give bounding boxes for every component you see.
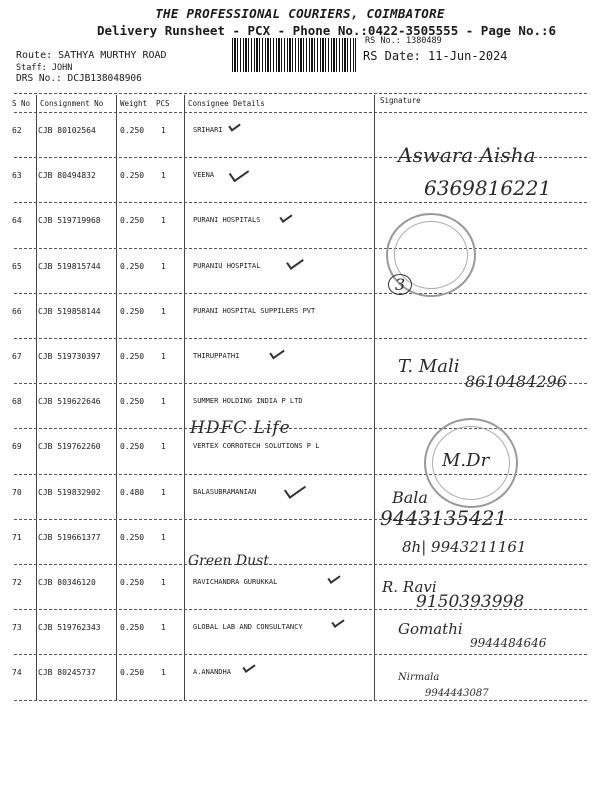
cell-consignment: CJB 519762260 bbox=[38, 442, 101, 452]
cell-consignment: CJB 519719968 bbox=[38, 216, 101, 226]
row-divider bbox=[14, 202, 587, 203]
handwritten-phone: 9150393998 bbox=[416, 592, 525, 612]
cell-consignment: CJB 519858144 bbox=[38, 306, 101, 316]
cell-consignment: CJB 519832902 bbox=[38, 487, 101, 497]
col-header-weight: Weight bbox=[120, 99, 148, 108]
row-divider bbox=[14, 338, 587, 339]
barcode bbox=[232, 38, 356, 72]
delivered-tick bbox=[228, 120, 240, 131]
header-bottom-rule bbox=[14, 112, 587, 113]
col-header-signature: Signature bbox=[380, 96, 421, 105]
cell-consignee: RAVICHANDRA GURUKKAL bbox=[193, 578, 278, 586]
rs-date-line bbox=[363, 49, 508, 63]
cell-consignment: CJB 80102564 bbox=[38, 126, 96, 135]
col-header-pcs: PCS bbox=[156, 99, 170, 108]
cell-weight: 0.250 bbox=[120, 397, 145, 407]
col-header-consignment: Consignment No bbox=[40, 99, 104, 108]
cell-consignment: CJB 519661377 bbox=[38, 532, 101, 542]
route-label: Route: bbox=[16, 50, 53, 61]
cell-sno: 63 bbox=[12, 171, 22, 181]
cell-pcs: 1 bbox=[161, 352, 166, 361]
route-line bbox=[16, 50, 167, 61]
rs-no-line bbox=[365, 36, 442, 46]
cell-consignee: GLOBAL LAB AND CONSULTANCY bbox=[193, 623, 303, 632]
cell-sno: 65 bbox=[12, 261, 22, 271]
cell-consignment: CJB 519762343 bbox=[38, 623, 101, 633]
delivered-tick bbox=[284, 479, 306, 499]
cell-consignee: A.ANANDHA bbox=[193, 668, 231, 677]
handwritten-signature: M.Dr bbox=[442, 450, 490, 471]
cell-pcs: 1 bbox=[161, 578, 166, 587]
handwritten-phone: 9944484646 bbox=[470, 636, 547, 650]
col-header-consignee: Consignee Details bbox=[188, 99, 265, 108]
col-header-sno: S No bbox=[12, 99, 31, 108]
cell-pcs: 1 bbox=[161, 623, 166, 633]
cell-consignee: PURANIU HOSPITAL bbox=[193, 261, 261, 270]
cell-weight: 0.250 bbox=[120, 216, 145, 226]
cell-consignment: CJB 80494832 bbox=[38, 171, 96, 181]
cell-pcs: 1 bbox=[161, 487, 166, 497]
handwritten-phone: 8h| 9943211161 bbox=[402, 538, 527, 556]
cell-pcs: 1 bbox=[161, 171, 166, 181]
page-subtitle: Delivery Runsheet - PCX - Phone No.:0422-3505555 - Page No.:6 bbox=[97, 23, 557, 38]
cell-weight: 0.250 bbox=[120, 532, 145, 542]
rs-no-value: 1380489 bbox=[405, 36, 442, 46]
cell-sno: 66 bbox=[12, 306, 22, 316]
cell-pcs: 1 bbox=[161, 397, 166, 407]
drs-value: DCJB138048906 bbox=[67, 73, 142, 84]
cell-consignment: CJB 519730397 bbox=[38, 352, 101, 361]
cell-sno: 74 bbox=[12, 668, 22, 678]
cell-weight: 0.250 bbox=[120, 578, 145, 587]
handwritten-name: Green Dust bbox=[188, 553, 269, 569]
cell-consignment: CJB 80245737 bbox=[38, 668, 96, 678]
cell-pcs: 1 bbox=[161, 126, 166, 135]
handwritten-signature: R. Ravi bbox=[382, 578, 437, 596]
cell-sno: 70 bbox=[12, 487, 22, 497]
row-divider bbox=[14, 700, 587, 701]
cell-pcs: 1 bbox=[161, 532, 166, 542]
cell-weight: 0.250 bbox=[120, 171, 145, 181]
drs-label: DRS No.: bbox=[16, 73, 62, 84]
row-divider bbox=[14, 293, 587, 294]
cell-sno: 69 bbox=[12, 442, 22, 452]
cell-pcs: 1 bbox=[161, 216, 166, 226]
delivered-tick bbox=[269, 346, 284, 360]
rs-date-label: RS Date: bbox=[363, 49, 421, 63]
header-top-rule bbox=[14, 93, 587, 94]
cell-sno: 62 bbox=[12, 126, 22, 135]
cell-sno: 68 bbox=[12, 397, 22, 407]
delivered-tick bbox=[242, 661, 255, 673]
cell-weight: 0.250 bbox=[120, 668, 145, 678]
cell-pcs: 1 bbox=[161, 442, 166, 452]
staff-label: Staff: bbox=[16, 63, 47, 73]
cell-consignment: CJB 519622646 bbox=[38, 397, 101, 407]
delivered-tick bbox=[286, 254, 304, 270]
cell-consignee: BALASUBRAMANIAN bbox=[193, 487, 257, 496]
rs-date-value: 11-Jun-2024 bbox=[428, 49, 508, 63]
cell-pcs: 1 bbox=[161, 306, 166, 316]
cell-weight: 0.250 bbox=[120, 126, 145, 135]
cell-sno: 71 bbox=[12, 532, 22, 542]
handwritten-phone: 6369816221 bbox=[424, 176, 552, 200]
handwritten-phone: 9443135421 bbox=[380, 506, 508, 530]
handwritten-phone: 8610484296 bbox=[465, 372, 567, 391]
cell-consignee: THIRUPPATHI bbox=[193, 352, 240, 360]
cell-weight: 0.250 bbox=[120, 442, 145, 452]
handwritten-name: Nirmala bbox=[398, 672, 440, 683]
drs-line bbox=[16, 73, 142, 84]
cell-consignee: PURANI HOSPITALS bbox=[193, 216, 261, 225]
cell-weight: 0.250 bbox=[120, 352, 145, 361]
row-divider bbox=[14, 248, 587, 249]
rs-no-label: RS No.: bbox=[365, 36, 401, 46]
cell-pcs: 1 bbox=[161, 261, 166, 271]
cell-sno: 64 bbox=[12, 216, 22, 226]
delivered-tick bbox=[279, 211, 292, 223]
cell-sno: 73 bbox=[12, 623, 22, 633]
cell-consignee: SUMMER HOLDING INDIA P LTD bbox=[193, 397, 303, 406]
cell-consignee: VERTEX CORROTECH SOLUTIONS P L bbox=[193, 442, 320, 451]
cell-sno: 72 bbox=[12, 578, 22, 587]
route-value: SATHYA MURTHY ROAD bbox=[58, 50, 167, 61]
handwritten-phone: 9944443087 bbox=[425, 688, 489, 699]
cell-weight: 0.250 bbox=[120, 261, 145, 271]
cell-pcs: 1 bbox=[161, 668, 166, 678]
cell-sno: 67 bbox=[12, 352, 22, 361]
cell-weight: 0.250 bbox=[120, 623, 145, 633]
staff-line bbox=[16, 63, 72, 73]
row-divider bbox=[14, 654, 587, 655]
delivered-tick bbox=[327, 572, 340, 584]
handwritten-name: HDFC Life bbox=[190, 418, 291, 438]
cell-consignment: CJB 519815744 bbox=[38, 261, 101, 271]
page-title: THE PROFESSIONAL COURIERS, COIMBATORE bbox=[155, 6, 445, 21]
cell-weight: 0.480 bbox=[120, 487, 145, 497]
delivered-tick bbox=[331, 616, 344, 628]
cell-consignee: SRIHARI bbox=[193, 126, 223, 134]
handwritten-name: Aswara Aisha bbox=[398, 143, 536, 167]
row-divider bbox=[14, 564, 587, 565]
delivered-tick bbox=[229, 164, 249, 183]
handwritten-name: T. Mali bbox=[398, 356, 460, 377]
cell-consignment: CJB 80346120 bbox=[38, 578, 96, 587]
handwritten-name: Bala bbox=[392, 488, 428, 507]
cell-weight: 0.250 bbox=[120, 306, 145, 316]
handwritten-mark: 3 bbox=[388, 274, 412, 295]
staff-value: JOHN bbox=[51, 63, 73, 73]
cell-consignee: PURANI HOSPITAL SUPPILERS PVT bbox=[193, 306, 316, 315]
cell-consignee: VEENA bbox=[193, 171, 215, 180]
handwritten-signature: Gomathi bbox=[398, 620, 463, 638]
